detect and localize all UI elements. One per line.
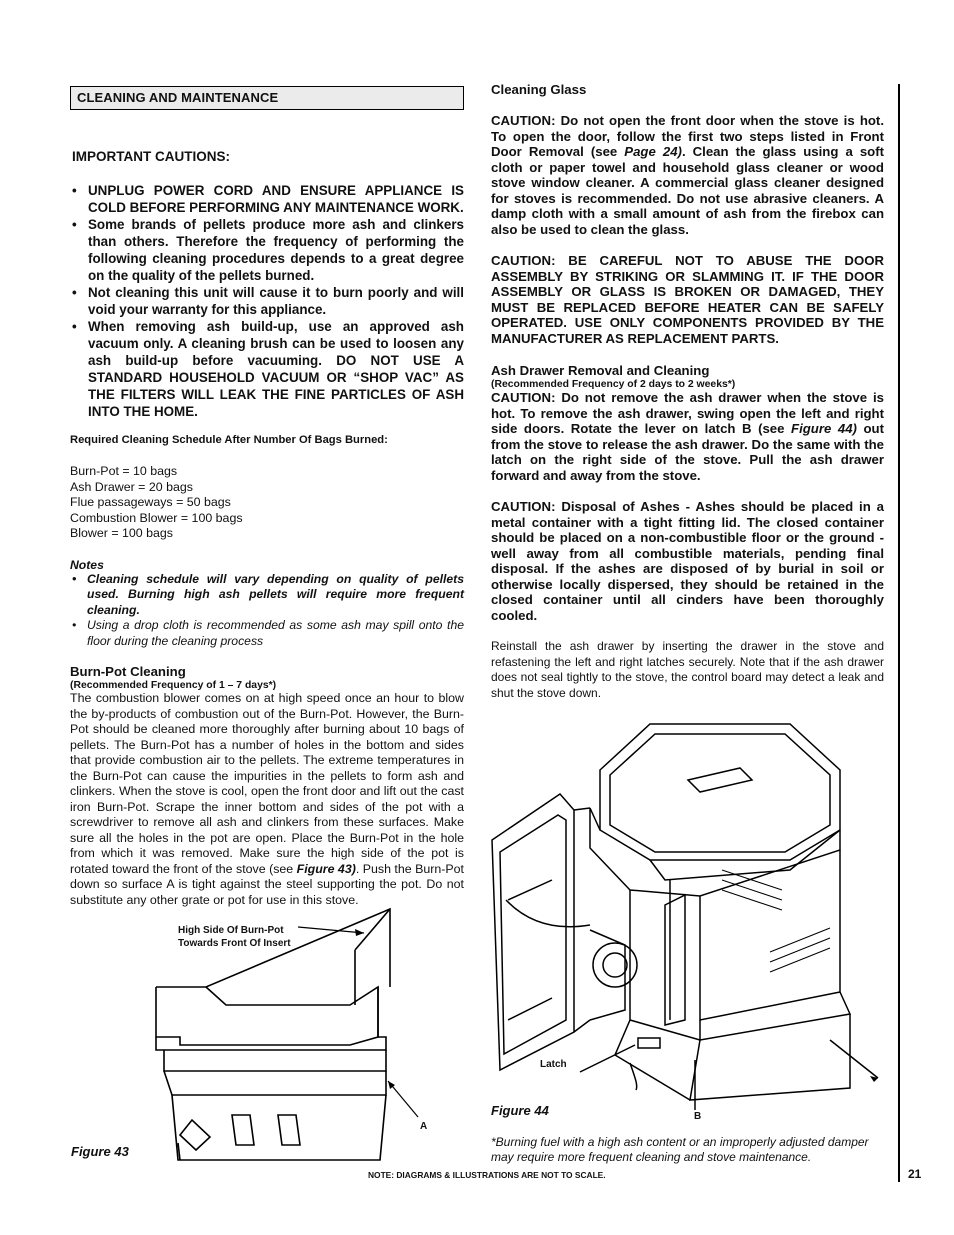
note-item: • Cleaning schedule will vary depending on quality of pellets used. Burning high ash pellets will require more frequent cleaning.	[70, 572, 464, 619]
footnote: *Burning fuel with a high ash content or an improperly adjusted damper may require more frequent cleaning and stove maintenance.	[491, 1135, 869, 1164]
cautions-heading: IMPORTANT CAUTIONS:	[72, 149, 230, 164]
glass-caution	[491, 113, 884, 237]
notes-heading: Notes	[70, 557, 104, 572]
glass-heading: Cleaning Glass	[491, 82, 587, 97]
caution-item: • UNPLUG POWER CORD AND ENSURE APPLIANCE IS COLD BEFORE PERFORMING ANY MAINTENANCE WORK.	[72, 182, 464, 216]
caution-item: • Not cleaning this unit will cause it to burn poorly and will void your warranty for this appliance.	[72, 284, 464, 318]
figure-43-label: Figure 43	[71, 1144, 129, 1159]
note-item: • Using a drop cloth is recommended as some ash may spill onto the floor during the cleaning process	[70, 618, 464, 649]
page-number: 21	[908, 1167, 922, 1181]
schedule-list	[70, 464, 464, 542]
burn-pot-illustration	[150, 905, 410, 1165]
fig43-callout-line: Towards Front Of Insert	[178, 938, 291, 949]
notes-list	[70, 572, 464, 650]
page-24-reference: Page 24)	[624, 144, 682, 159]
ash-caution	[491, 390, 884, 483]
section-title: CLEANING AND MAINTENANCE	[70, 86, 464, 110]
reinstall-text: Reinstall the ash drawer by inserting the drawer in the stove and refastening the left and right latches securely. Note that if the ash drawer does not seal tightly to the stove, the control board may detect a leak and shut the stove down.	[491, 639, 884, 700]
glass-caution-part: . Clean the glass using a soft cloth or paper towel and household glass cleaner or wood stove window cleaner. A commercial glass cleaner designed for stoves is recommended. Do not use abrasive cleaners. A damp cloth with a small amount of ash from the firebox can also be used to clean the glass.	[491, 144, 885, 237]
fig43-callout-line: High Side Of Burn-Pot	[178, 925, 284, 936]
schedule-item: Combustion Blower = 100 bags	[70, 510, 243, 525]
ash-frequency: (Recommended Frequency of 2 days to 2 weeks*)	[491, 379, 736, 390]
caution-item: • Some brands of pellets produce more ash and clinkers than others. Therefore the frequency of performing the following cleaning procedures depends to a great degree on the quality of the pellets burned.	[72, 216, 464, 284]
right-column	[491, 82, 884, 701]
scale-note: NOTE: DIAGRAMS & ILLUSTRATIONS ARE NOT TO SCALE.	[368, 1170, 606, 1180]
burnpot-heading: Burn-Pot Cleaning	[70, 664, 186, 679]
left-column	[70, 86, 464, 908]
burnpot-frequency: (Recommended Frequency of 1 – 7 days*)	[70, 680, 277, 691]
door-caution: CAUTION: BE CAREFUL NOT TO ABUSE THE DOOR ASSEMBLY BY STRIKING OR SLAMMING IT. IF THE DOOR ASSEMBLY OR GLASS IS BROKEN OR DAMAGED, THEY MUST BE REPLACED BEFORE HEATER CAN BE SAFELY OPERATED. USE ONLY COMPONENTS PROVIDED BY THE MANUFACTURER AS REPLACEMENT PARTS.	[491, 253, 884, 346]
schedule-heading: Required Cleaning Schedule After Number Of Bags Burned:	[70, 434, 388, 446]
vertical-rule	[898, 84, 900, 1182]
caution-item: • When removing ash build-up, use an approved ash vacuum only. A cleaning brush can be used to loosen any ash build-up before vacuuming. DO NOT USE A STANDARD HOUSEHOLD VACUUM OR “SHOP VAC” AS THE FILTERS WILL LEAK THE FINE PARTICLES OF ASH INTO THE HOME.	[72, 318, 464, 420]
fig44-callout-b: B	[694, 1111, 702, 1122]
schedule-item: Flue passageways = 50 bags	[70, 495, 231, 509]
burnpot-text-part: . Push the Burn-Pot down so surface A is tight against the steel supporting the pot. Do not substitute any other grate or pot for use in this stove.	[70, 861, 464, 907]
fig44-callout-latch: Latch	[540, 1059, 567, 1070]
schedule-item: Ash Drawer = 20 bags	[70, 479, 193, 494]
figure-44-reference: Figure 44)	[791, 421, 857, 436]
ash-caution-part: CAUTION: Do not remove the ash drawer when the stove is hot. To remove the ash drawer, swing open the left and right side doors. Rotate the lever on latch B (see	[491, 390, 884, 436]
burnpot-text	[70, 691, 464, 908]
burnpot-text-part: The combustion blower comes on at high speed once an hour to blow the by-products of combustion out of the Burn-Pot. However, the Burn-Pot should be cleaned more thoroughly after burning about 10 bags of pellets. The Burn-Pot has a number of holes in the bottom and sides that provide combustion air to the pellets. The extreme temperatures in the Burn-Pot can cause the impurities in the pellets to form ash and clinkers. When the stove is cool, open the front door and lift out the cast iron Burn-Pot. Scrape the inner bottom and sides of the pot with a screwdriver to remove all ash and clinkers from these surfaces. Make sure all the holes in the pot are open. Place the Burn-Pot in the hole from which it was removed. Make sure the high side of the pot is rotated toward the front of the stove (see	[70, 691, 464, 876]
schedule-item: Blower = 100 bags	[70, 526, 173, 540]
fig43-callout-a: A	[420, 1121, 428, 1132]
schedule-item: Burn-Pot = 10 bags	[70, 464, 178, 478]
stove-illustration	[490, 720, 890, 1110]
figure-44-label: Figure 44	[491, 1103, 549, 1118]
ash-caution-part: out from the stove to release the ash drawer. Do the same with the latch on the right side of the stove. Pull the ash drawer forward and away from the stove.	[491, 421, 884, 483]
glass-caution-part: CAUTION: Do not open the front door when the stove is hot. To open the door, follow the first two steps listed in Front Door Removal (see	[491, 113, 884, 159]
disposal-caution: CAUTION: Disposal of Ashes - Ashes should be placed in a metal container with a tight fitting lid. The closed container should be placed on a non-combustible floor or the ground - well away from all combustible materials, pending final disposal. If the ashes are disposed of by burial in soil or otherwise locally dispersed, they should be retained in the closed container until all cinders have been thoroughly cooled.	[491, 499, 884, 623]
cautions-list	[72, 182, 464, 420]
figure-43-reference: Figure 43)	[296, 861, 356, 876]
ash-heading: Ash Drawer Removal and Cleaning	[491, 363, 710, 378]
